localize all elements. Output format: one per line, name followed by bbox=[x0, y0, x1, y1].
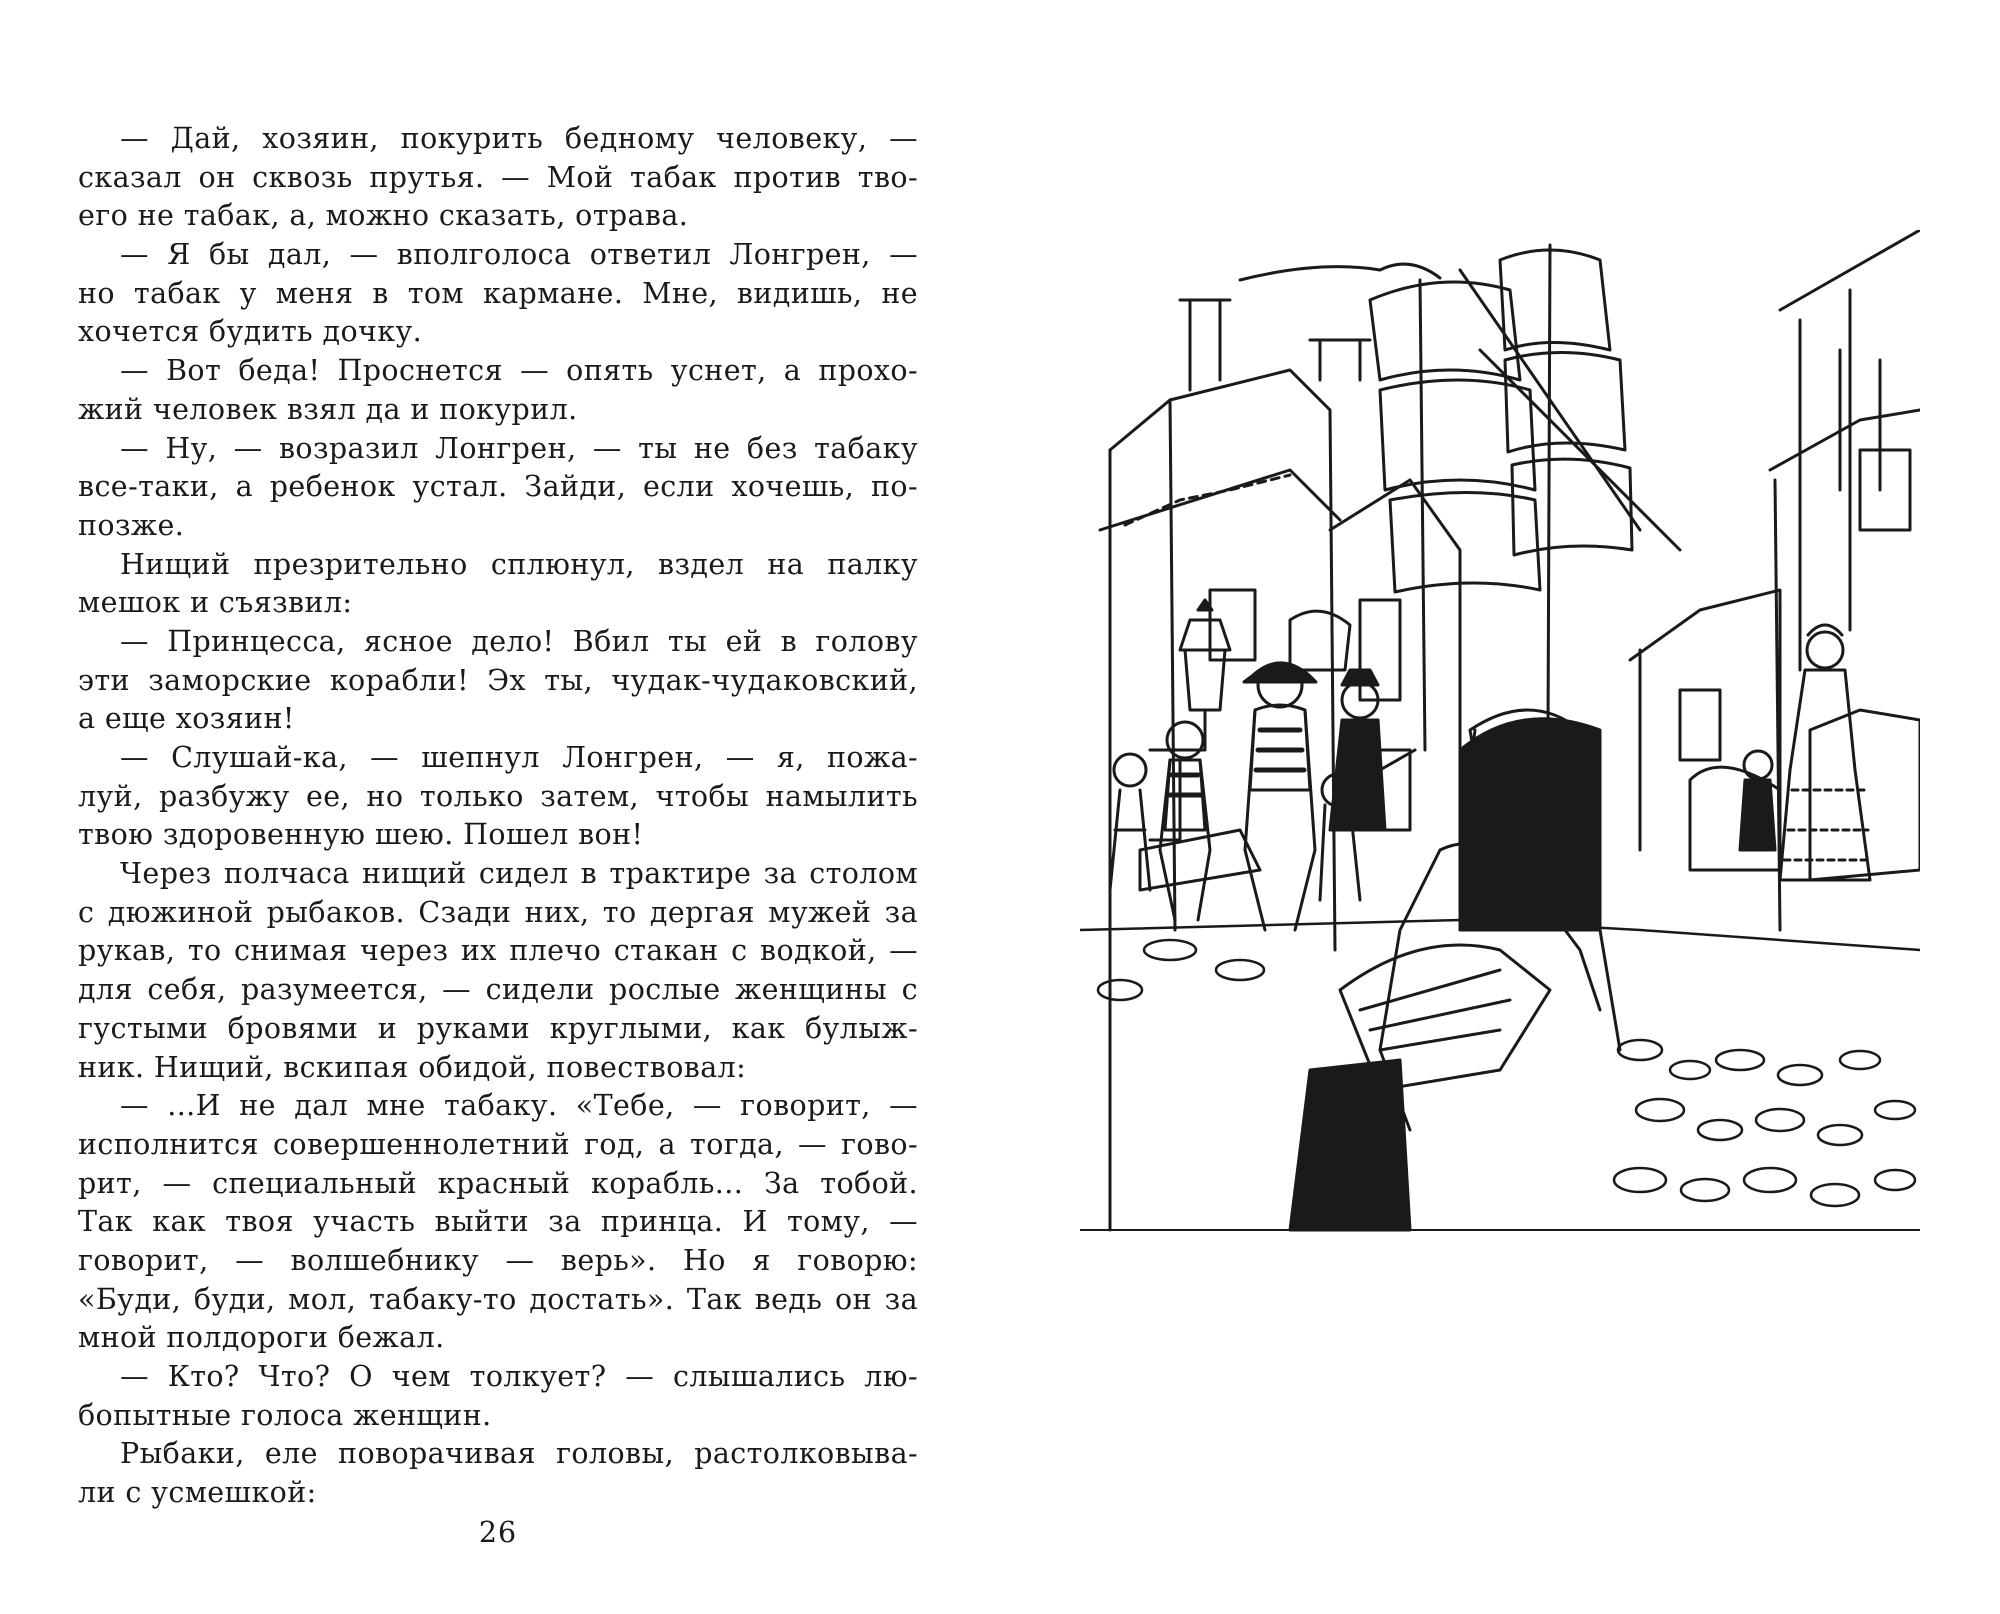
text-line: — Я бы дал, — вполголоса ответил Лонгрен, — bbox=[120, 238, 918, 272]
page-number: 26 bbox=[478, 1516, 518, 1549]
text-line: рукав, то снимая через их плечо стакан с водкой, — bbox=[78, 934, 918, 968]
text-line: Нищий презрительно сплюнул, вздел на палку bbox=[120, 547, 918, 581]
text-line: говорит, — волшебнику — верь». Но я говорю: bbox=[78, 1243, 918, 1277]
text-line: мной полдороги бежал. bbox=[78, 1321, 445, 1355]
text-line: — Ну, — возразил Лонгрен, — ты не без табаку bbox=[120, 431, 918, 465]
right-houses-drawing bbox=[1630, 230, 1920, 930]
text-line: исполнится совершеннолетний год, а тогда, — гово- bbox=[78, 1127, 918, 1161]
illustration bbox=[1080, 230, 1920, 1410]
dark-archway bbox=[1460, 719, 1600, 930]
text-line: ли с усмешкой: bbox=[78, 1476, 317, 1510]
text-line: а еще хозяин! bbox=[78, 702, 295, 736]
text-line: с дюжиной рыбаков. Сзади них, то дергая мужей за bbox=[78, 895, 918, 929]
text-line: жий человек взял да и покурил. bbox=[78, 392, 578, 426]
text-line: сказал он сквозь прутья. — Мой табак против тво- bbox=[78, 160, 918, 194]
street-lamp-drawing bbox=[1150, 600, 1230, 750]
text-line: все-таки, а ребенок устал. Зайди, если хочешь, по- bbox=[78, 470, 918, 504]
text-line: — Кто? Что? О чем толкует? — слышались лю- bbox=[120, 1360, 918, 1393]
text-page bbox=[78, 120, 918, 1513]
text-line: для себя, разумеется, — сидели рослые женщины с bbox=[78, 973, 918, 1007]
text-line: ник. Нищий, вскипая обидой, повествовал: bbox=[78, 1050, 747, 1084]
text-line: бопытные голоса женщин. bbox=[78, 1398, 492, 1432]
text-line: Так как твоя участь выйти за принца. И тому, — bbox=[78, 1205, 918, 1239]
text-line: Рыбаки, еле поворачивая головы, растолковыва- bbox=[120, 1437, 918, 1471]
text-line: густыми бровями и руками круглыми, как булыж- bbox=[78, 1011, 918, 1045]
text-line: «Буди, буди, мол, табаку-то достать». Так ведь он за bbox=[78, 1282, 918, 1316]
woman-standing-drawing bbox=[1740, 625, 1870, 880]
text-line: — Вот беда! Проснется — опять уснет, а прохо- bbox=[120, 354, 918, 388]
text-line: эти заморские корабли! Эх ты, чудак-чудаковский, bbox=[78, 663, 918, 697]
text-line: — ...И не дал мне табаку. «Тебе, — говорит, — bbox=[120, 1089, 918, 1123]
text-line: твою здоровенную шею. Пошел вон! bbox=[78, 818, 644, 852]
text-line: хочется будить дочку. bbox=[78, 315, 423, 349]
text-line: мешок и съязвил: bbox=[78, 586, 353, 620]
text-line: рит, — специальный красный корабль... За тобой. bbox=[78, 1166, 918, 1200]
left-houses-drawing bbox=[1100, 300, 1460, 1230]
street-scene-illustration bbox=[1080, 230, 1920, 1410]
text-line: Через полчаса нищий сидел в трактире за столом bbox=[120, 857, 918, 891]
text-line: — Принцесса, ясное дело! Вбил ты ей в голову bbox=[120, 624, 918, 658]
cobblestone-street-drawing bbox=[1080, 920, 1920, 1206]
text-line: его не табак, а, можно сказать, отрава. bbox=[78, 199, 689, 233]
text-line: луй, разбужу ее, но только затем, чтобы намылить bbox=[78, 779, 918, 813]
text-line: позже. bbox=[78, 508, 185, 542]
text-line: — Слушай-ка, — шепнул Лонгрен, — я, пожа- bbox=[120, 741, 918, 774]
text-line: — Дай, хозяин, покурить бедному человеку, — bbox=[120, 122, 918, 155]
text-line: но табак у меня в том кармане. Мне, видишь, не bbox=[78, 276, 918, 310]
villagers-group-drawing bbox=[1110, 663, 1415, 930]
